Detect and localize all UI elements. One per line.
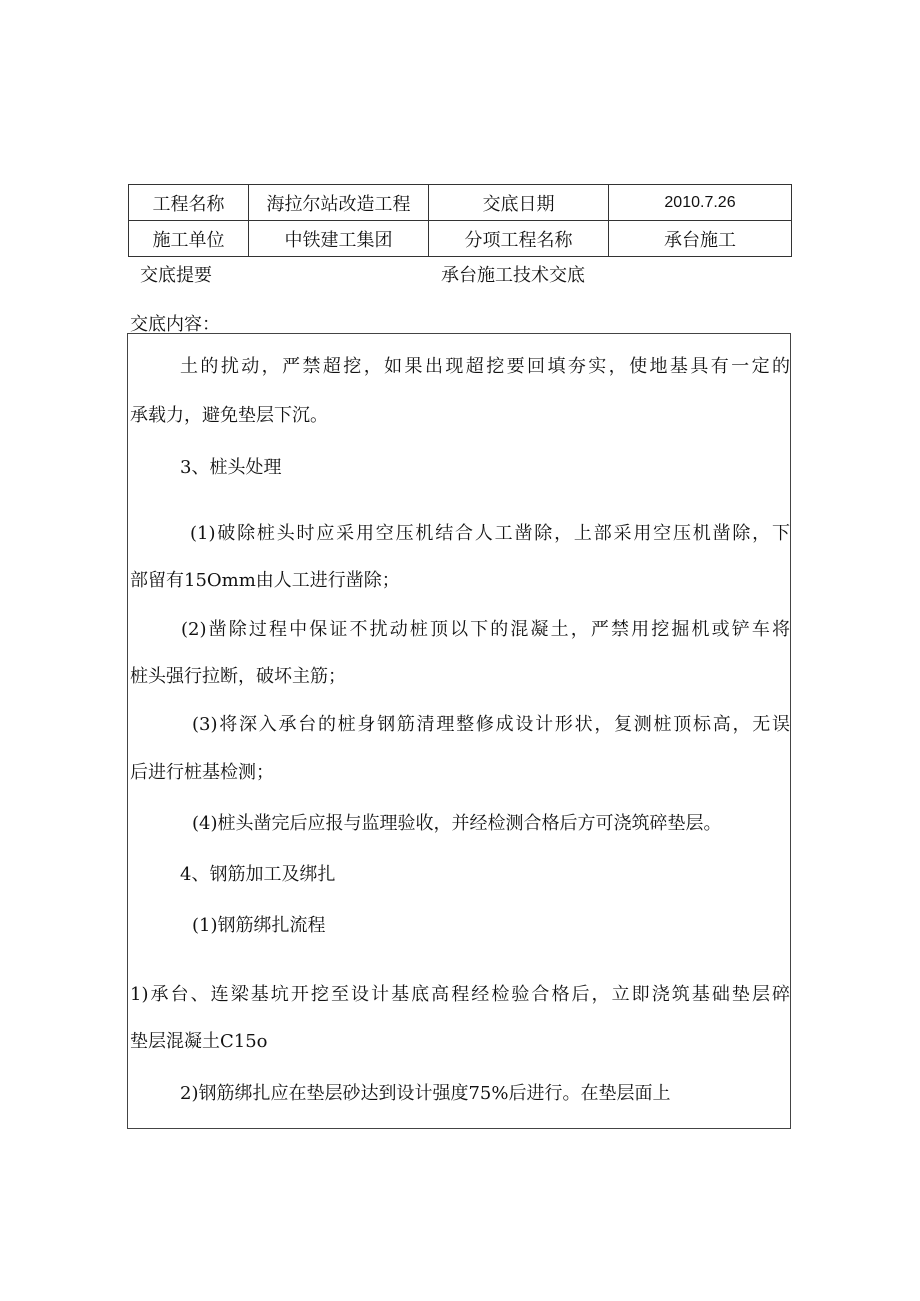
content-line: (3)将深入承台的桩身钢筋清理整修成设计形状，复测桩顶标高，无误 xyxy=(192,714,790,735)
content-label: 交底内容： xyxy=(130,314,220,335)
content-line: 4、钢筋加工及绑扎 xyxy=(180,864,336,885)
date-value: 2010.7.26 xyxy=(609,185,792,221)
subproject-value: 承台施工 xyxy=(609,221,792,257)
content-line: 垫层混凝土C15o xyxy=(130,1031,268,1052)
content-line: 后进行桩基检测； xyxy=(130,762,274,783)
header-row-2 xyxy=(129,221,792,257)
subproject-label: 分项工程名称 xyxy=(429,221,609,257)
header-table xyxy=(128,184,792,257)
content-line: 2)钢筋绑扎应在垫层砂达到设计强度75%后进行。在垫层面上 xyxy=(180,1083,671,1104)
content-line: 桩头强行拉断，破坏主筋； xyxy=(130,666,346,687)
date-label: 交底日期 xyxy=(429,185,609,221)
header-row-1 xyxy=(129,185,792,221)
content-line: (2)凿除过程中保证不扰动桩顶以下的混凝土，严禁用挖掘机或铲车将 xyxy=(181,619,790,640)
content-line: (1)破除桩头时应采用空压机结合人工凿除，上部采用空压机凿除，下 xyxy=(190,523,790,544)
unit-label: 施工单位 xyxy=(129,221,249,257)
content-line: 土的扰动，严禁超挖，如果出现超挖要回填夯实，使地基具有一定的 xyxy=(180,356,790,377)
project-name-value: 海拉尔站改造工程 xyxy=(249,185,429,221)
summary-label: 交底提要 xyxy=(140,265,212,286)
content-line: 3、桩头处理 xyxy=(180,457,282,478)
content-line: (1)钢筋绑扎流程 xyxy=(192,915,326,936)
content-line: 部留有15Omm由人工进行凿除； xyxy=(130,570,400,591)
content-line: (4)桩头凿完后应报与监理验收，并经检测合格后方可浇筑碎垫层。 xyxy=(192,813,722,834)
content-line: 1)承台、连梁基坑开挖至设计基底高程经检验合格后，立即浇筑基础垫层碎 xyxy=(130,984,790,1005)
unit-value: 中铁建工集团 xyxy=(249,221,429,257)
content-line: 承载力，避免垫层下沉。 xyxy=(130,405,328,426)
project-name-label: 工程名称 xyxy=(129,185,249,221)
summary-value: 承台施工技术交底 xyxy=(441,265,585,286)
